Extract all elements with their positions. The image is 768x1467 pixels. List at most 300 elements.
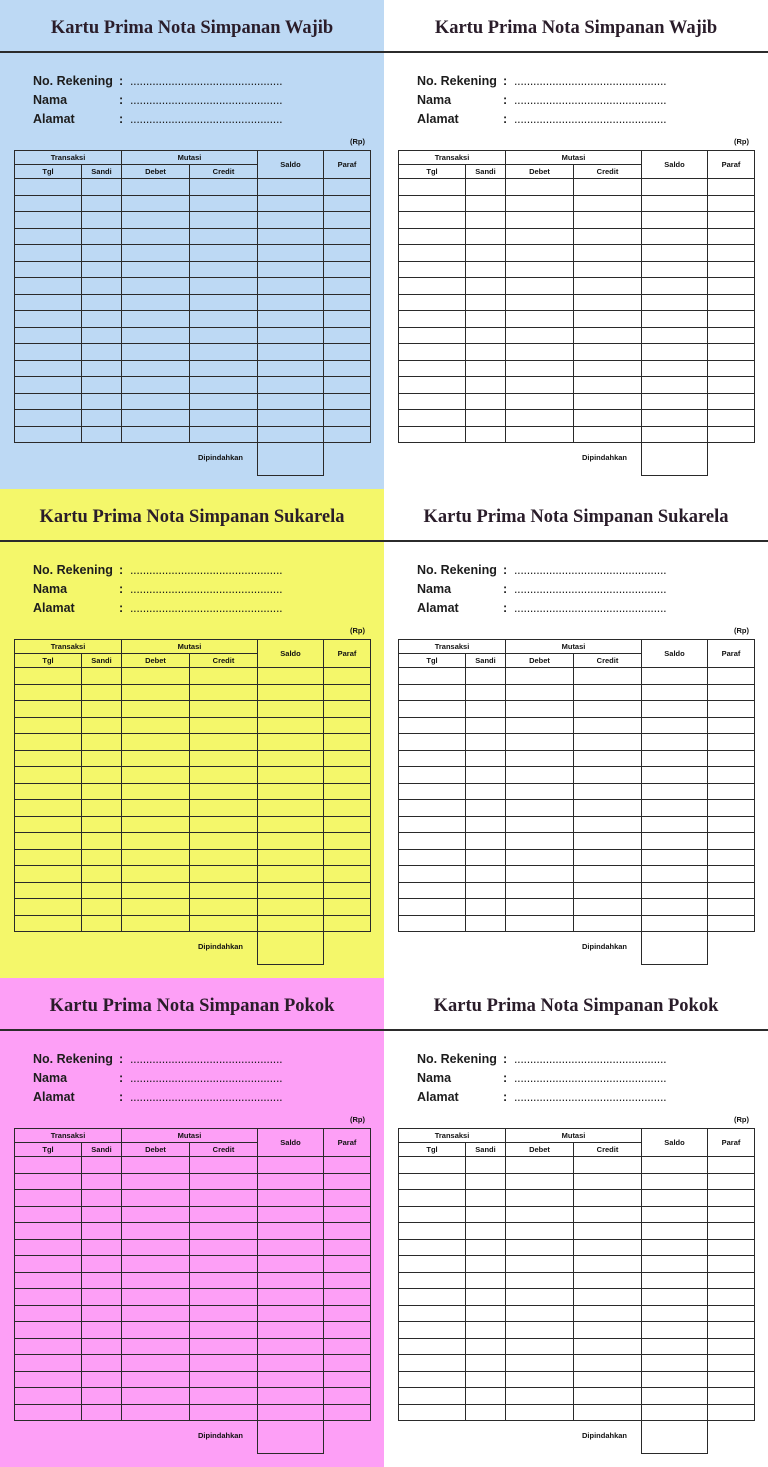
cell-saldo[interactable]	[258, 1239, 324, 1256]
cell-credit[interactable]	[574, 195, 642, 212]
cell-saldo[interactable]	[258, 882, 324, 899]
cell-tgl[interactable]	[399, 261, 466, 278]
cell-credit[interactable]	[190, 882, 258, 899]
cell-debet[interactable]	[122, 294, 190, 311]
cell-debet[interactable]	[122, 701, 190, 718]
cell-tgl[interactable]	[15, 426, 82, 443]
cell-debet[interactable]	[122, 1173, 190, 1190]
cell-tgl[interactable]	[399, 849, 466, 866]
cell-sandi[interactable]	[466, 377, 506, 394]
cell-credit[interactable]	[190, 1322, 258, 1339]
cell-tgl[interactable]	[399, 734, 466, 751]
cell-debet[interactable]	[506, 1371, 574, 1388]
cell-credit[interactable]	[190, 1239, 258, 1256]
cell-credit[interactable]	[574, 701, 642, 718]
cell-credit[interactable]	[574, 767, 642, 784]
carried-forward-box[interactable]	[641, 443, 708, 476]
cell-tgl[interactable]	[15, 1190, 82, 1207]
cell-tgl[interactable]	[15, 1256, 82, 1273]
cell-paraf[interactable]	[324, 866, 371, 883]
cell-saldo[interactable]	[642, 1272, 708, 1289]
cell-credit[interactable]	[574, 734, 642, 751]
cell-credit[interactable]	[190, 800, 258, 817]
cell-sandi[interactable]	[466, 866, 506, 883]
field-blank[interactable]: ................................................	[514, 601, 667, 615]
cell-credit[interactable]	[574, 882, 642, 899]
cell-sandi[interactable]	[466, 410, 506, 427]
cell-credit[interactable]	[574, 833, 642, 850]
cell-debet[interactable]	[506, 360, 574, 377]
cell-debet[interactable]	[122, 717, 190, 734]
cell-credit[interactable]	[190, 1338, 258, 1355]
cell-saldo[interactable]	[642, 734, 708, 751]
cell-credit[interactable]	[574, 1322, 642, 1339]
cell-debet[interactable]	[506, 1289, 574, 1306]
cell-sandi[interactable]	[82, 1157, 122, 1174]
cell-paraf[interactable]	[324, 1256, 371, 1273]
cell-credit[interactable]	[574, 1239, 642, 1256]
cell-tgl[interactable]	[15, 668, 82, 685]
cell-credit[interactable]	[574, 377, 642, 394]
cell-debet[interactable]	[122, 882, 190, 899]
cell-tgl[interactable]	[399, 278, 466, 295]
cell-paraf[interactable]	[708, 816, 755, 833]
cell-sandi[interactable]	[82, 1272, 122, 1289]
cell-sandi[interactable]	[466, 195, 506, 212]
cell-saldo[interactable]	[258, 179, 324, 196]
cell-debet[interactable]	[506, 899, 574, 916]
cell-tgl[interactable]	[399, 816, 466, 833]
cell-paraf[interactable]	[708, 750, 755, 767]
cell-sandi[interactable]	[82, 410, 122, 427]
cell-paraf[interactable]	[324, 344, 371, 361]
cell-sandi[interactable]	[82, 426, 122, 443]
cell-tgl[interactable]	[399, 1404, 466, 1421]
cell-sandi[interactable]	[82, 767, 122, 784]
cell-paraf[interactable]	[324, 899, 371, 916]
cell-saldo[interactable]	[258, 1256, 324, 1273]
cell-sandi[interactable]	[82, 1371, 122, 1388]
cell-paraf[interactable]	[324, 915, 371, 932]
cell-paraf[interactable]	[708, 1404, 755, 1421]
cell-sandi[interactable]	[466, 668, 506, 685]
cell-sandi[interactable]	[82, 1305, 122, 1322]
cell-credit[interactable]	[574, 717, 642, 734]
cell-sandi[interactable]	[466, 1404, 506, 1421]
cell-paraf[interactable]	[324, 1206, 371, 1223]
cell-sandi[interactable]	[82, 701, 122, 718]
cell-sandi[interactable]	[466, 228, 506, 245]
cell-tgl[interactable]	[399, 327, 466, 344]
cell-paraf[interactable]	[324, 750, 371, 767]
cell-debet[interactable]	[122, 245, 190, 262]
cell-tgl[interactable]	[399, 311, 466, 328]
cell-debet[interactable]	[122, 1338, 190, 1355]
cell-sandi[interactable]	[82, 866, 122, 883]
cell-paraf[interactable]	[324, 261, 371, 278]
cell-sandi[interactable]	[466, 393, 506, 410]
cell-tgl[interactable]	[15, 1223, 82, 1240]
cell-tgl[interactable]	[399, 1388, 466, 1405]
cell-sandi[interactable]	[82, 1256, 122, 1273]
cell-credit[interactable]	[190, 311, 258, 328]
cell-sandi[interactable]	[82, 849, 122, 866]
cell-saldo[interactable]	[258, 1355, 324, 1372]
cell-saldo[interactable]	[642, 717, 708, 734]
cell-saldo[interactable]	[258, 344, 324, 361]
cell-tgl[interactable]	[15, 1173, 82, 1190]
cell-saldo[interactable]	[642, 701, 708, 718]
cell-paraf[interactable]	[708, 800, 755, 817]
cell-credit[interactable]	[574, 393, 642, 410]
cell-saldo[interactable]	[642, 261, 708, 278]
cell-saldo[interactable]	[258, 410, 324, 427]
cell-debet[interactable]	[506, 261, 574, 278]
cell-paraf[interactable]	[708, 377, 755, 394]
cell-sandi[interactable]	[466, 1371, 506, 1388]
cell-sandi[interactable]	[466, 734, 506, 751]
cell-saldo[interactable]	[258, 1404, 324, 1421]
cell-saldo[interactable]	[258, 717, 324, 734]
cell-credit[interactable]	[574, 750, 642, 767]
cell-tgl[interactable]	[15, 701, 82, 718]
cell-saldo[interactable]	[642, 311, 708, 328]
cell-saldo[interactable]	[642, 1190, 708, 1207]
cell-paraf[interactable]	[324, 245, 371, 262]
cell-sandi[interactable]	[82, 1388, 122, 1405]
cell-credit[interactable]	[190, 899, 258, 916]
cell-sandi[interactable]	[82, 899, 122, 916]
cell-saldo[interactable]	[642, 344, 708, 361]
cell-sandi[interactable]	[466, 849, 506, 866]
cell-paraf[interactable]	[708, 1239, 755, 1256]
cell-credit[interactable]	[574, 360, 642, 377]
cell-sandi[interactable]	[466, 882, 506, 899]
cell-paraf[interactable]	[708, 1388, 755, 1405]
cell-tgl[interactable]	[399, 1256, 466, 1273]
cell-debet[interactable]	[122, 1305, 190, 1322]
cell-sandi[interactable]	[466, 261, 506, 278]
cell-paraf[interactable]	[708, 1371, 755, 1388]
cell-paraf[interactable]	[708, 1305, 755, 1322]
cell-saldo[interactable]	[642, 426, 708, 443]
cell-paraf[interactable]	[708, 311, 755, 328]
cell-sandi[interactable]	[466, 1272, 506, 1289]
cell-debet[interactable]	[122, 800, 190, 817]
cell-sandi[interactable]	[466, 1388, 506, 1405]
cell-tgl[interactable]	[399, 179, 466, 196]
cell-debet[interactable]	[506, 750, 574, 767]
cell-saldo[interactable]	[642, 1173, 708, 1190]
cell-debet[interactable]	[122, 377, 190, 394]
cell-credit[interactable]	[574, 245, 642, 262]
cell-tgl[interactable]	[399, 212, 466, 229]
field-blank[interactable]: ................................................	[514, 1071, 667, 1085]
cell-credit[interactable]	[574, 866, 642, 883]
cell-credit[interactable]	[190, 344, 258, 361]
field-blank[interactable]: ................................................	[514, 563, 667, 577]
cell-saldo[interactable]	[642, 767, 708, 784]
cell-saldo[interactable]	[642, 668, 708, 685]
cell-sandi[interactable]	[466, 1239, 506, 1256]
cell-debet[interactable]	[122, 1206, 190, 1223]
cell-saldo[interactable]	[258, 245, 324, 262]
cell-debet[interactable]	[506, 1223, 574, 1240]
cell-debet[interactable]	[506, 1388, 574, 1405]
cell-debet[interactable]	[122, 1157, 190, 1174]
cell-saldo[interactable]	[258, 327, 324, 344]
cell-tgl[interactable]	[399, 1223, 466, 1240]
cell-saldo[interactable]	[258, 311, 324, 328]
cell-sandi[interactable]	[466, 426, 506, 443]
cell-saldo[interactable]	[258, 849, 324, 866]
field-blank[interactable]: ................................................	[130, 601, 283, 615]
cell-tgl[interactable]	[399, 668, 466, 685]
cell-tgl[interactable]	[15, 833, 82, 850]
cell-tgl[interactable]	[399, 1157, 466, 1174]
cell-tgl[interactable]	[15, 278, 82, 295]
cell-debet[interactable]	[506, 1206, 574, 1223]
cell-sandi[interactable]	[466, 1256, 506, 1273]
cell-paraf[interactable]	[708, 1355, 755, 1372]
cell-paraf[interactable]	[708, 1190, 755, 1207]
cell-paraf[interactable]	[708, 1173, 755, 1190]
cell-debet[interactable]	[506, 410, 574, 427]
cell-paraf[interactable]	[324, 849, 371, 866]
cell-sandi[interactable]	[82, 179, 122, 196]
cell-tgl[interactable]	[15, 393, 82, 410]
cell-paraf[interactable]	[708, 327, 755, 344]
cell-tgl[interactable]	[15, 1355, 82, 1372]
cell-tgl[interactable]	[399, 1355, 466, 1372]
cell-credit[interactable]	[190, 1206, 258, 1223]
cell-credit[interactable]	[574, 684, 642, 701]
cell-saldo[interactable]	[258, 1338, 324, 1355]
cell-debet[interactable]	[122, 783, 190, 800]
cell-paraf[interactable]	[708, 1223, 755, 1240]
cell-sandi[interactable]	[82, 783, 122, 800]
field-blank[interactable]: ................................................	[514, 1090, 667, 1104]
cell-paraf[interactable]	[324, 701, 371, 718]
cell-tgl[interactable]	[15, 1338, 82, 1355]
cell-credit[interactable]	[190, 1157, 258, 1174]
cell-sandi[interactable]	[82, 1404, 122, 1421]
cell-paraf[interactable]	[324, 212, 371, 229]
cell-tgl[interactable]	[15, 212, 82, 229]
cell-saldo[interactable]	[642, 1157, 708, 1174]
cell-paraf[interactable]	[708, 734, 755, 751]
cell-debet[interactable]	[506, 311, 574, 328]
cell-credit[interactable]	[190, 1371, 258, 1388]
cell-credit[interactable]	[574, 294, 642, 311]
cell-credit[interactable]	[574, 783, 642, 800]
cell-tgl[interactable]	[399, 701, 466, 718]
cell-paraf[interactable]	[324, 278, 371, 295]
cell-saldo[interactable]	[642, 377, 708, 394]
cell-sandi[interactable]	[82, 915, 122, 932]
cell-tgl[interactable]	[15, 1371, 82, 1388]
cell-credit[interactable]	[574, 212, 642, 229]
cell-sandi[interactable]	[82, 344, 122, 361]
cell-debet[interactable]	[122, 179, 190, 196]
field-blank[interactable]: ................................................	[130, 74, 283, 88]
cell-sandi[interactable]	[466, 1173, 506, 1190]
cell-credit[interactable]	[190, 915, 258, 932]
cell-paraf[interactable]	[708, 717, 755, 734]
cell-debet[interactable]	[506, 294, 574, 311]
cell-credit[interactable]	[574, 1371, 642, 1388]
cell-sandi[interactable]	[466, 1206, 506, 1223]
cell-tgl[interactable]	[15, 1388, 82, 1405]
cell-debet[interactable]	[506, 701, 574, 718]
cell-sandi[interactable]	[466, 360, 506, 377]
cell-paraf[interactable]	[708, 1338, 755, 1355]
cell-tgl[interactable]	[399, 393, 466, 410]
cell-paraf[interactable]	[324, 1173, 371, 1190]
cell-credit[interactable]	[190, 750, 258, 767]
cell-saldo[interactable]	[642, 393, 708, 410]
cell-sandi[interactable]	[82, 1338, 122, 1355]
cell-tgl[interactable]	[15, 849, 82, 866]
cell-saldo[interactable]	[258, 701, 324, 718]
cell-debet[interactable]	[506, 228, 574, 245]
cell-saldo[interactable]	[258, 767, 324, 784]
cell-saldo[interactable]	[642, 1338, 708, 1355]
cell-paraf[interactable]	[708, 1157, 755, 1174]
cell-tgl[interactable]	[15, 410, 82, 427]
cell-sandi[interactable]	[82, 816, 122, 833]
cell-sandi[interactable]	[466, 684, 506, 701]
cell-paraf[interactable]	[708, 426, 755, 443]
cell-tgl[interactable]	[15, 195, 82, 212]
cell-saldo[interactable]	[258, 915, 324, 932]
cell-sandi[interactable]	[466, 1305, 506, 1322]
cell-sandi[interactable]	[82, 1355, 122, 1372]
cell-sandi[interactable]	[82, 734, 122, 751]
cell-tgl[interactable]	[399, 228, 466, 245]
cell-tgl[interactable]	[15, 899, 82, 916]
cell-saldo[interactable]	[258, 1157, 324, 1174]
cell-credit[interactable]	[190, 1305, 258, 1322]
cell-tgl[interactable]	[15, 228, 82, 245]
cell-paraf[interactable]	[324, 1388, 371, 1405]
cell-paraf[interactable]	[708, 866, 755, 883]
field-blank[interactable]: ................................................	[514, 582, 667, 596]
field-blank[interactable]: ................................................	[130, 1071, 283, 1085]
cell-paraf[interactable]	[708, 1272, 755, 1289]
cell-debet[interactable]	[122, 684, 190, 701]
cell-paraf[interactable]	[708, 767, 755, 784]
cell-debet[interactable]	[506, 1355, 574, 1372]
cell-tgl[interactable]	[15, 1239, 82, 1256]
cell-debet[interactable]	[506, 915, 574, 932]
cell-debet[interactable]	[122, 1388, 190, 1405]
carried-forward-box[interactable]	[641, 1421, 708, 1454]
cell-tgl[interactable]	[15, 866, 82, 883]
cell-saldo[interactable]	[258, 899, 324, 916]
cell-saldo[interactable]	[258, 816, 324, 833]
cell-saldo[interactable]	[258, 360, 324, 377]
cell-paraf[interactable]	[324, 377, 371, 394]
cell-paraf[interactable]	[708, 668, 755, 685]
cell-paraf[interactable]	[708, 344, 755, 361]
cell-credit[interactable]	[574, 816, 642, 833]
cell-credit[interactable]	[574, 1404, 642, 1421]
cell-debet[interactable]	[122, 261, 190, 278]
cell-tgl[interactable]	[399, 294, 466, 311]
cell-paraf[interactable]	[708, 701, 755, 718]
cell-paraf[interactable]	[324, 1272, 371, 1289]
cell-paraf[interactable]	[324, 1355, 371, 1372]
cell-debet[interactable]	[506, 426, 574, 443]
cell-saldo[interactable]	[642, 294, 708, 311]
cell-tgl[interactable]	[399, 1272, 466, 1289]
cell-paraf[interactable]	[324, 833, 371, 850]
cell-sandi[interactable]	[82, 294, 122, 311]
cell-sandi[interactable]	[466, 816, 506, 833]
cell-debet[interactable]	[122, 426, 190, 443]
cell-tgl[interactable]	[399, 410, 466, 427]
cell-credit[interactable]	[190, 1173, 258, 1190]
cell-credit[interactable]	[190, 377, 258, 394]
cell-tgl[interactable]	[15, 360, 82, 377]
cell-debet[interactable]	[122, 278, 190, 295]
cell-paraf[interactable]	[324, 360, 371, 377]
cell-credit[interactable]	[190, 327, 258, 344]
cell-saldo[interactable]	[642, 195, 708, 212]
cell-tgl[interactable]	[399, 377, 466, 394]
cell-debet[interactable]	[506, 1305, 574, 1322]
cell-paraf[interactable]	[324, 195, 371, 212]
cell-saldo[interactable]	[642, 750, 708, 767]
cell-tgl[interactable]	[15, 717, 82, 734]
cell-saldo[interactable]	[642, 327, 708, 344]
cell-credit[interactable]	[574, 311, 642, 328]
cell-saldo[interactable]	[258, 1289, 324, 1306]
cell-tgl[interactable]	[399, 882, 466, 899]
cell-paraf[interactable]	[708, 195, 755, 212]
cell-sandi[interactable]	[466, 1223, 506, 1240]
cell-sandi[interactable]	[82, 311, 122, 328]
cell-tgl[interactable]	[399, 833, 466, 850]
cell-sandi[interactable]	[82, 717, 122, 734]
cell-tgl[interactable]	[399, 866, 466, 883]
cell-saldo[interactable]	[258, 294, 324, 311]
cell-credit[interactable]	[190, 717, 258, 734]
cell-tgl[interactable]	[15, 245, 82, 262]
cell-paraf[interactable]	[324, 1239, 371, 1256]
cell-tgl[interactable]	[15, 1206, 82, 1223]
cell-saldo[interactable]	[258, 1206, 324, 1223]
cell-sandi[interactable]	[82, 1190, 122, 1207]
cell-saldo[interactable]	[258, 833, 324, 850]
cell-credit[interactable]	[190, 393, 258, 410]
cell-tgl[interactable]	[399, 1239, 466, 1256]
cell-credit[interactable]	[190, 1404, 258, 1421]
cell-saldo[interactable]	[642, 866, 708, 883]
cell-saldo[interactable]	[258, 212, 324, 229]
cell-paraf[interactable]	[324, 410, 371, 427]
field-blank[interactable]: ................................................	[514, 74, 667, 88]
cell-sandi[interactable]	[466, 1338, 506, 1355]
cell-credit[interactable]	[190, 1256, 258, 1273]
cell-debet[interactable]	[506, 195, 574, 212]
cell-tgl[interactable]	[399, 344, 466, 361]
cell-credit[interactable]	[574, 179, 642, 196]
cell-debet[interactable]	[122, 668, 190, 685]
cell-paraf[interactable]	[708, 1256, 755, 1273]
cell-credit[interactable]	[190, 426, 258, 443]
